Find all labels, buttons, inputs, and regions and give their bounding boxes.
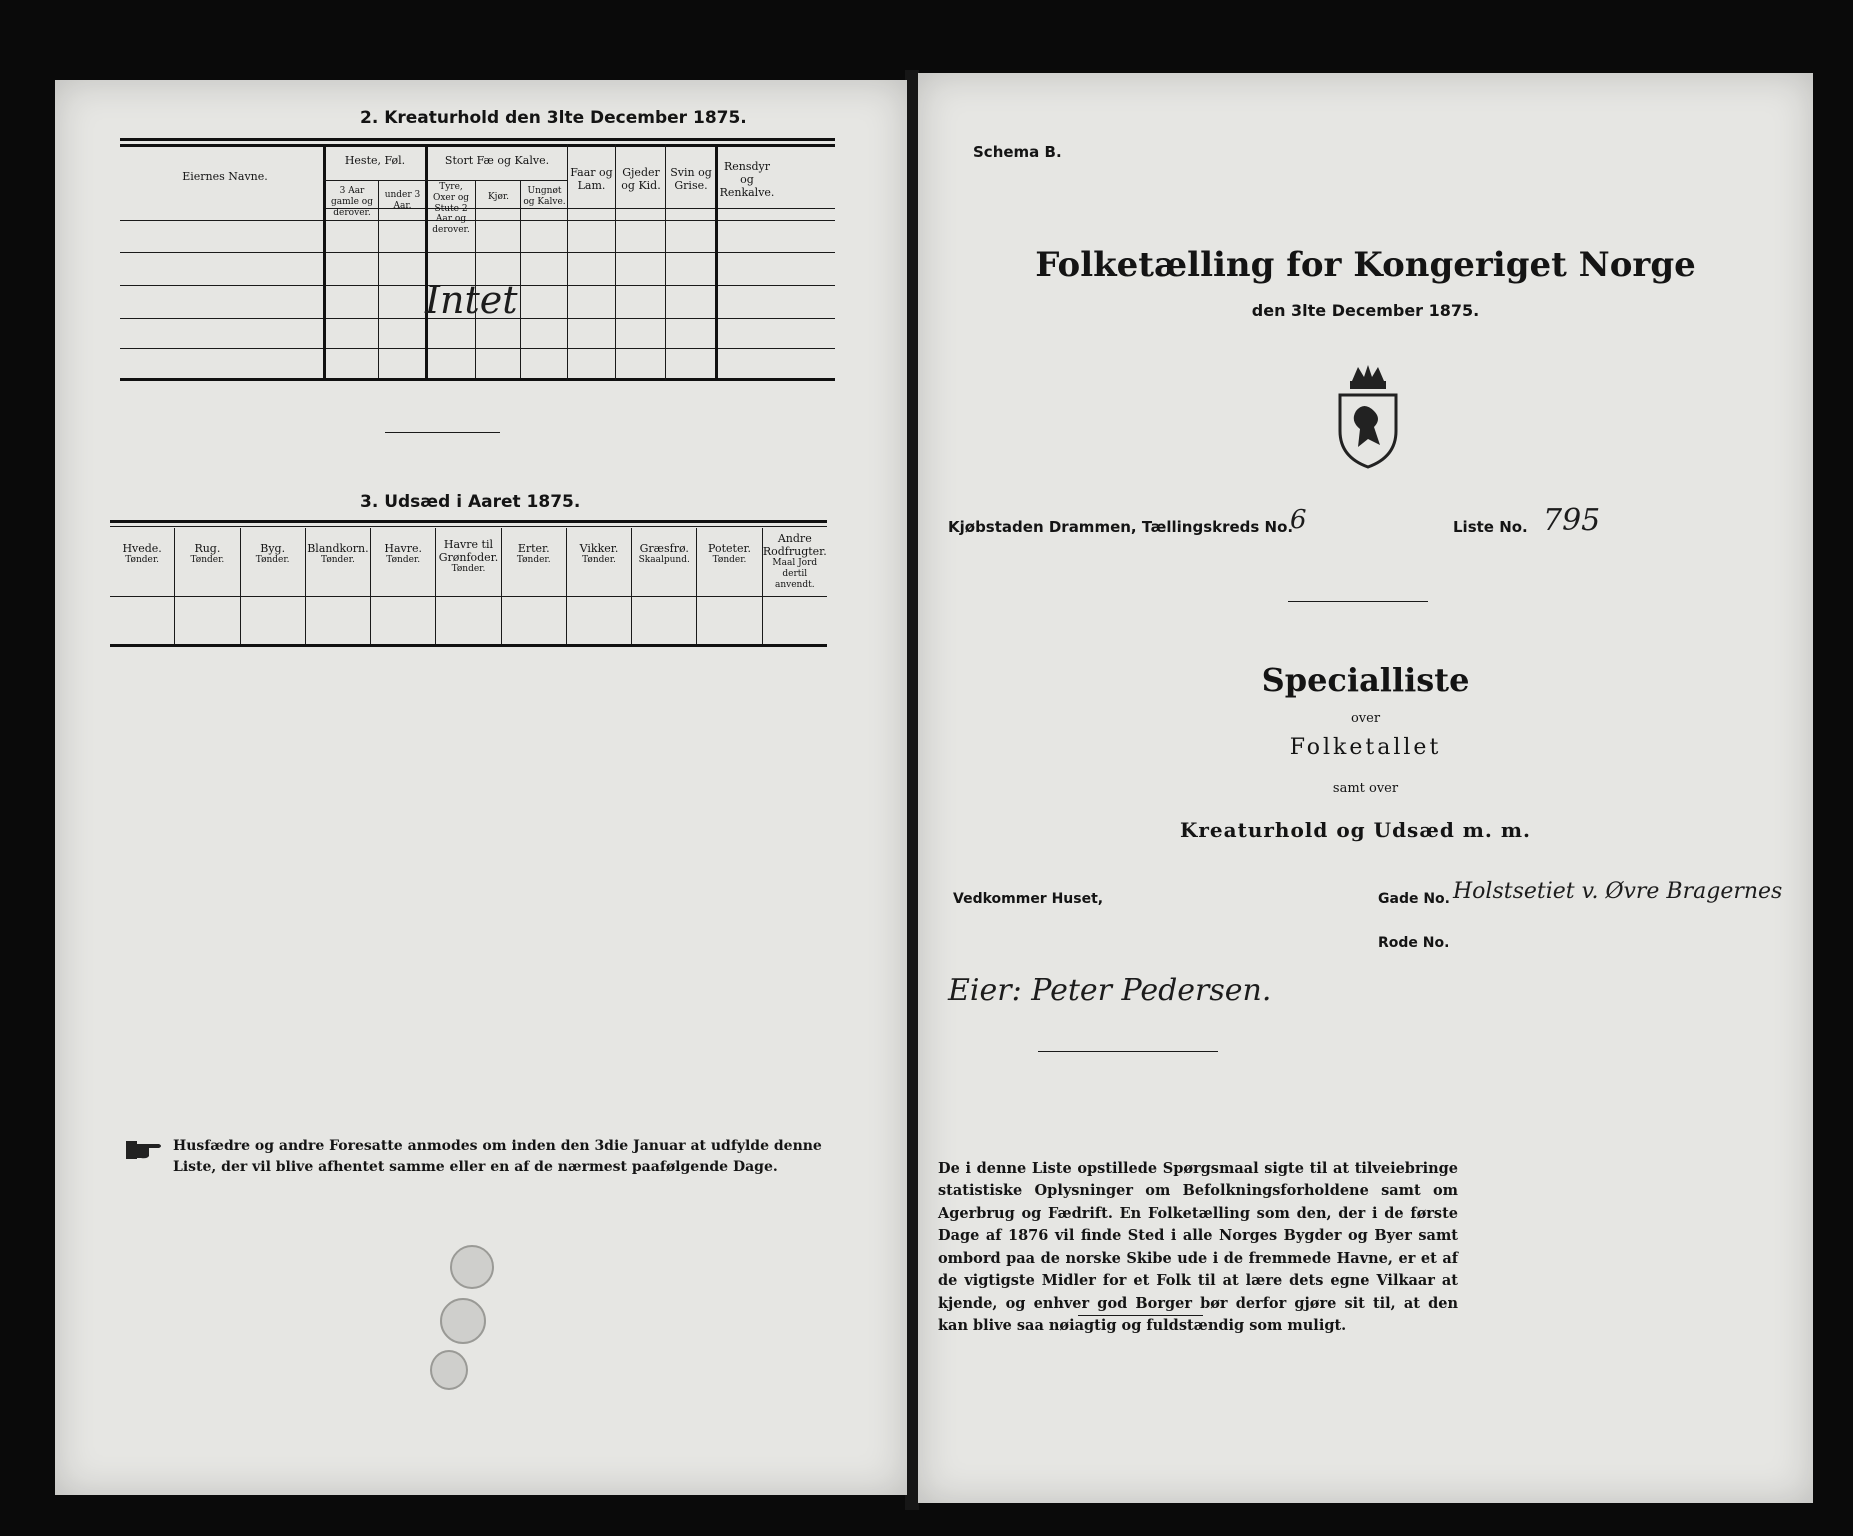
crop-col-erter: Erter. Tønder. — [502, 528, 567, 644]
left-page — [55, 80, 907, 1495]
cattle-sub2: Kjør. — [487, 192, 510, 202]
section3-title: 3. Udsæd i Aaret 1875. — [360, 492, 581, 512]
section2-rule — [120, 138, 835, 141]
samt-over-text: samt over — [1332, 781, 1399, 796]
crop-col-byg: Byg. Tønder. — [241, 528, 306, 644]
pigs-header: Svin og Grise. — [670, 166, 712, 193]
stain — [430, 1350, 468, 1390]
crop-col-rug: Rug. Tønder. — [175, 528, 240, 644]
notice-text: Husfædre og andre Foresatte anmodes om inden den 3die Januar at udfylde denne Liste, der vil blive afhentet samme eller en af de nærmest paafølgende Dage. — [173, 1138, 822, 1175]
cattle-sub3: Ungnøt og Kalve. — [523, 186, 566, 207]
kreaturhold-text: Kreaturhold og Udsæd m. m. — [1180, 818, 1531, 842]
crop-col-havre: Havre. Tønder. — [371, 528, 436, 644]
census-title: Folketælling for Kongeriget Norge — [1035, 245, 1696, 285]
vedkommer-label: Vedkommer Huset, — [953, 891, 1104, 907]
kreds-number: 6 — [1290, 505, 1307, 535]
cattle-sub1: Tyre, Oxer og Stute 2 Aar og derover. — [432, 182, 470, 236]
gade-label: Gade No. — [1378, 891, 1450, 907]
rode-label: Rode No. — [1378, 935, 1450, 951]
crop-col-rodfrugter: Andre Rodfrugter. Maal Jord dertil anvendt. — [762, 532, 827, 590]
stain — [440, 1298, 486, 1344]
census-date: den 3lte December 1875. — [1251, 301, 1480, 320]
folketallet-text: Folketallet — [1289, 735, 1442, 760]
crop-col-blandkorn: Blandkorn. Tønder. — [306, 528, 371, 644]
coat-of-arms-icon — [1328, 361, 1408, 471]
over-text: over — [1350, 711, 1381, 726]
pointing-hand-icon — [125, 1138, 165, 1162]
census-paragraph: De i denne Liste opstillede Spørgsmaal sigte til at tilveiebringe statistiske Oplysninger om Befolkningsforholdene samt om Agerbrug og Fædrift. En Folketælling som den, der i de første Dage af 1876 vil finde Sted i alle Norges Bygder og Byer samt ombord paa de norske Skibe ude i de fremmede Havne, er et af de vigtigste Midler for et Folk til at lære dets egne Vilkaar at kjende, og enhver god Borger bør derfor gjøre sit til, at den kan blive saa nøiagtig og fuldstændig som muligt. — [938, 1160, 1458, 1335]
reindeer-header: Rensdyr og Renkalve. — [719, 160, 775, 200]
schema-label: Schema B. — [973, 143, 1062, 161]
liste-label: Liste No. — [1453, 518, 1528, 536]
special-title: Specialliste — [1261, 661, 1470, 699]
stain — [450, 1245, 494, 1289]
crops-table — [110, 520, 827, 646]
crop-col-gronfoder: Havre til Grønfoder. Tønder. — [436, 528, 501, 644]
divider — [1038, 1051, 1218, 1052]
horses-sub2: under 3 Aar. — [384, 190, 421, 211]
crop-col-graesfro: Græsfrø. Skaalpund. — [632, 528, 697, 644]
horses-sub1: 3 Aar gamle og derover. — [331, 186, 373, 218]
crop-col-hvede: Hvede. Tønder. — [110, 528, 175, 644]
right-page — [918, 73, 1813, 1503]
crop-col-vikker: Vikker. Tønder. — [567, 528, 632, 644]
divider — [1078, 1315, 1203, 1316]
goats-header: Gjeder og Kid. — [621, 166, 661, 193]
section2-title: 2. Kreaturhold den 3lte December 1875. — [360, 108, 747, 128]
liste-number: 795 — [1543, 503, 1601, 538]
owner-header: Eiernes Navne. — [182, 170, 268, 183]
divider — [385, 432, 500, 433]
divider — [1288, 601, 1428, 602]
horses-header: Heste, Føl. — [344, 154, 406, 167]
town-line: Kjøbstaden Drammen, Tællingskreds No. — [948, 518, 1294, 536]
cattle-header: Stort Fæ og Kalve. — [444, 154, 550, 167]
owner-name: Eier: Peter Pedersen. — [948, 973, 1272, 1008]
sheep-header: Faar og Lam. — [570, 166, 613, 193]
crop-col-poteter: Poteter. Tønder. — [697, 528, 762, 644]
livestock-entry: Intet — [425, 278, 518, 322]
book-binding — [905, 70, 919, 1510]
gade-value: Holstsetiet v. Øvre Bragernes — [1453, 879, 1783, 904]
